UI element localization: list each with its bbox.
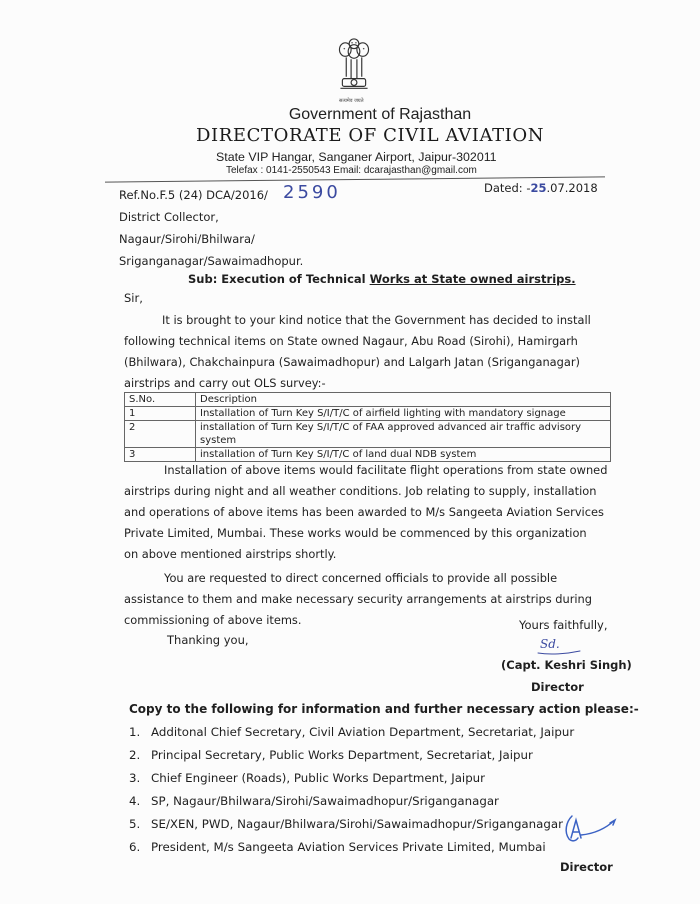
item-number: 6. (129, 840, 141, 854)
recipient-line: Nagaur/Sirohi/Bhilwara/ (119, 232, 255, 246)
table-row (125, 407, 611, 421)
item-number: 1. (129, 725, 141, 739)
department-title: DIRECTORATE OF CIVIL AVIATION (196, 125, 545, 146)
subject-underlined: Works at State owned airstrips. (369, 272, 576, 286)
item-number: 3. (129, 771, 141, 785)
ref-prefix: Ref.No.F.5 (24) DCA/2016/ (119, 188, 268, 202)
item-number: 5. (129, 817, 141, 831)
item-text: Principal Secretary, Public Works Department, Secretariat, Jaipur (151, 748, 533, 762)
item-number: 2. (129, 748, 141, 762)
government-name: Government of Rajasthan (288, 106, 472, 123)
cell-sno: 3 (125, 448, 196, 462)
paragraph-line: assistance to them and make necessary security arrangements at airstrips during (124, 592, 593, 606)
subject-line (188, 272, 576, 287)
paragraph-line: airstrips during night and all weather conditions. Job relating to supply, installation (124, 484, 597, 498)
valediction: Yours faithfully, (519, 618, 608, 632)
copy-to-item (129, 817, 563, 832)
paragraph-line: Installation of above items would facilitate flight operations from state owned (164, 463, 608, 477)
cell-description: installation of Turn Key S/I/T/C of land dual NDB system (196, 448, 611, 462)
letter-date (484, 181, 598, 196)
paragraph-line: following technical items on State owned Nagaur, Abu Road (Sirohi), Hamirgarh (124, 334, 578, 348)
copy-to-heading: Copy to the following for information and further necessary action please:- (129, 702, 639, 716)
recipient-line: Sriganganagar/Sawaimadhopur. (119, 254, 304, 268)
item-text: President, M/s Sangeeta Aviation Services Private Limited, Mumbai (151, 840, 546, 854)
column-header-description: Description (196, 393, 611, 407)
contact-info: Telefax : 0141-2550543 Email: dcarajasthan@gmail.com (226, 165, 477, 176)
paragraph-line: You are requested to direct concerned officials to provide all possible (164, 571, 558, 585)
director-initials-signature (560, 812, 618, 846)
closing-thanks: Thanking you, (167, 633, 249, 647)
paragraph-line: Private Limited, Mumbai. These works would be commenced by this organization (124, 526, 587, 540)
cell-description: installation of Turn Key S/I/T/C of FAA approved advanced air traffic advisory system (196, 421, 611, 448)
date-rest: .07.2018 (546, 181, 598, 195)
paragraph-line: on above mentioned airstrips shortly. (124, 547, 337, 561)
stamp-designation: Director (560, 860, 613, 874)
technical-items-table (124, 392, 611, 462)
copy-to-item (129, 840, 546, 855)
signature-sd-mark (536, 634, 582, 656)
table-row (125, 421, 611, 448)
paragraph-line: airstrips and carry out OLS survey:- (124, 376, 326, 390)
subject-prefix: Sub: Execution of Technical (188, 272, 366, 286)
item-number: 4. (129, 794, 141, 808)
reference-number (119, 188, 268, 203)
emblem-motto: सत्यमेव जयते (339, 98, 364, 104)
copy-to-item (129, 794, 499, 809)
signatory-name: (Capt. Keshri Singh) (501, 658, 632, 672)
item-text: SP, Nagaur/Bhilwara/Sirohi/Sawaimadhopur/Sriganganagar (151, 794, 499, 808)
cell-sno: 2 (125, 421, 196, 448)
paragraph-facilitation (124, 460, 610, 565)
paragraph-line: commissioning of above items. (124, 613, 302, 627)
dated-label: Dated: - (484, 181, 531, 195)
cell-sno: 1 (125, 407, 196, 421)
paragraph-line: (Bhilwara), Chakchainpura (Sawaimadhopur) and Lalgarh Jatan (Sriganganagar) (124, 355, 580, 369)
handwritten-dispatch-number: 2590 (283, 182, 341, 203)
office-address: State VIP Hangar, Sanganer Airport, Jaipur-302011 (216, 150, 497, 164)
salutation: Sir, (124, 291, 143, 305)
item-text: Additonal Chief Secretary, Civil Aviation Department, Secretariat, Jaipur (151, 725, 575, 739)
paragraph-line: It is brought to your kind notice that the Government has decided to install (162, 313, 591, 327)
item-text: SE/XEN, PWD, Nagaur/Bhilwara/Sirohi/Sawaimadhopur/Sriganganagar (151, 817, 563, 831)
copy-to-item (129, 771, 485, 786)
handwritten-day: 25 (530, 181, 547, 195)
table-header-row (125, 393, 611, 407)
copy-to-item (129, 748, 533, 763)
signed-mark-text: Sd. (540, 637, 560, 651)
paragraph-line: and operations of above items has been awarded to M/s Sangeeta Aviation Services (124, 505, 604, 519)
signatory-designation: Director (531, 680, 584, 694)
copy-to-item (129, 725, 574, 740)
column-header-sno: S.No. (125, 393, 196, 407)
cell-description: Installation of Turn Key S/I/T/C of airfield lighting with mandatory signage (196, 407, 611, 421)
item-text: Chief Engineer (Roads), Public Works Department, Jaipur (151, 771, 486, 785)
state-emblem-icon (334, 36, 374, 98)
paragraph-intro (124, 310, 610, 394)
recipient-line: District Collector, (119, 210, 219, 224)
